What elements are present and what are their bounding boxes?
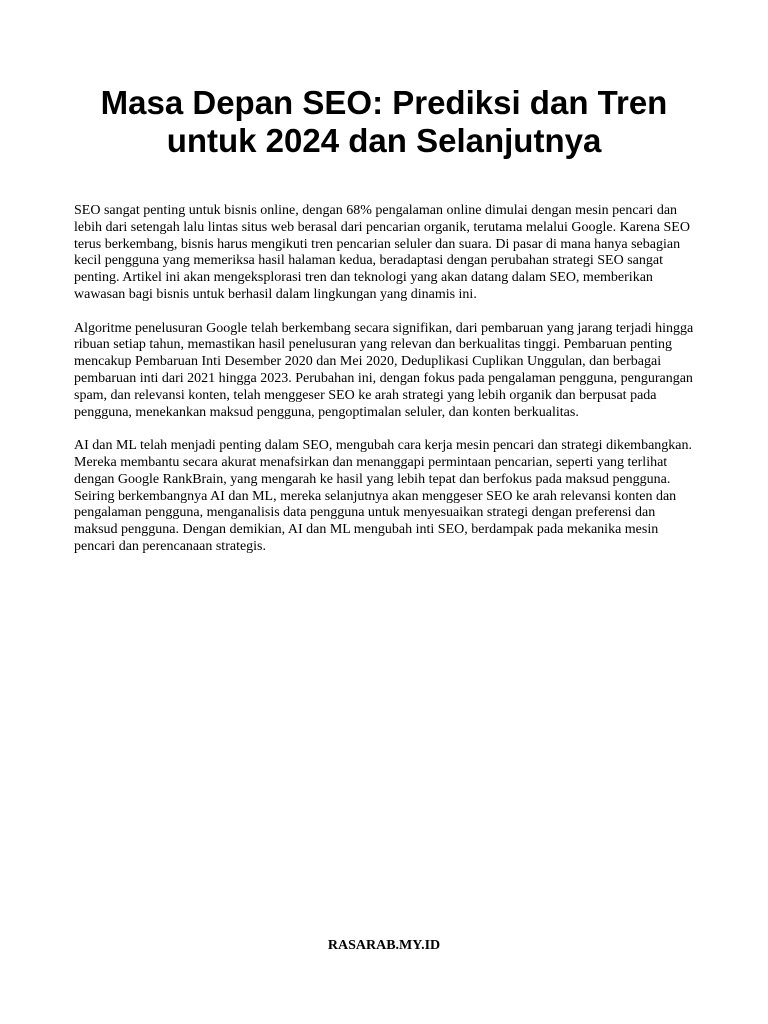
- page-title: Masa Depan SEO: Prediksi dan Tren untuk 2024 dan Selanjutnya: [100, 84, 668, 159]
- paragraph-1: SEO sangat penting untuk bisnis online, dengan 68% pengalaman online dimulai dengan mesin pencari dan lebih dari setengah lalu lintas situs web berasal dari pencarian organik, terutama melalui Google. Karena SEO terus berkembang, bisnis harus mengikuti tren pencarian seluler dan suara. Di pasar di mana hanya sebagian kecil pengguna yang memeriksa hasil halaman kedua, beradaptasi dengan perubahan strategi SEO sangat penting. Artikel ini akan mengeksplorasi tren dan teknologi yang akan datang dalam SEO, memberikan wawasan bagi bisnis untuk berhasil dalam lingkungan yang dinamis ini.: [74, 203, 690, 302]
- footer-site-name: RASARAB.MY.ID: [327, 938, 441, 953]
- article-body: [74, 203, 696, 573]
- paragraph-2: Algoritme penelusuran Google telah berkembang secara signifikan, dari pembaruan yang jarang terjadi hingga ribuan setiap tahun, memastikan hasil penelusuran yang relevan dan berkualitas tinggi. Pembaruan penting mencakup Pembaruan Inti Desember 2020 dan Mei 2020, Deduplikasi Cuplikan Unggulan, dan berbagai pembaruan inti dari 2021 hingga 2023. Perubahan ini, dengan fokus pada pengalaman pengguna, pengurangan spam, dan relevansi konten, telah menggeser SEO ke arah strategi yang lebih organik dan berpusat pada pengguna, menekankan maksud pengguna, pengoptimalan seluler, dan konten berkualitas.: [74, 320, 694, 420]
- paragraph-3: AI dan ML telah menjadi penting dalam SEO, mengubah cara kerja mesin pencari dan strategi dikembangkan. Mereka membantu secara akurat menafsirkan dan menanggapi permintaan pencarian, seperti yang terlihat dengan Google RankBrain, yang mengarah ke hasil yang lebih tepat dan berfokus pada maksud pengguna. Seiring berkembangnya AI dan ML, mereka selanjutnya akan menggeser SEO ke arah relevansi konten dan pengalaman pengguna, menganalisis data pengguna untuk menyesuaikan strategi dengan preferensi dan maksud pengguna. Dengan demikian, AI dan ML mengubah inti SEO, berdampak pada mekanika mesin pencari dan perencanaan strategis.: [74, 438, 692, 554]
